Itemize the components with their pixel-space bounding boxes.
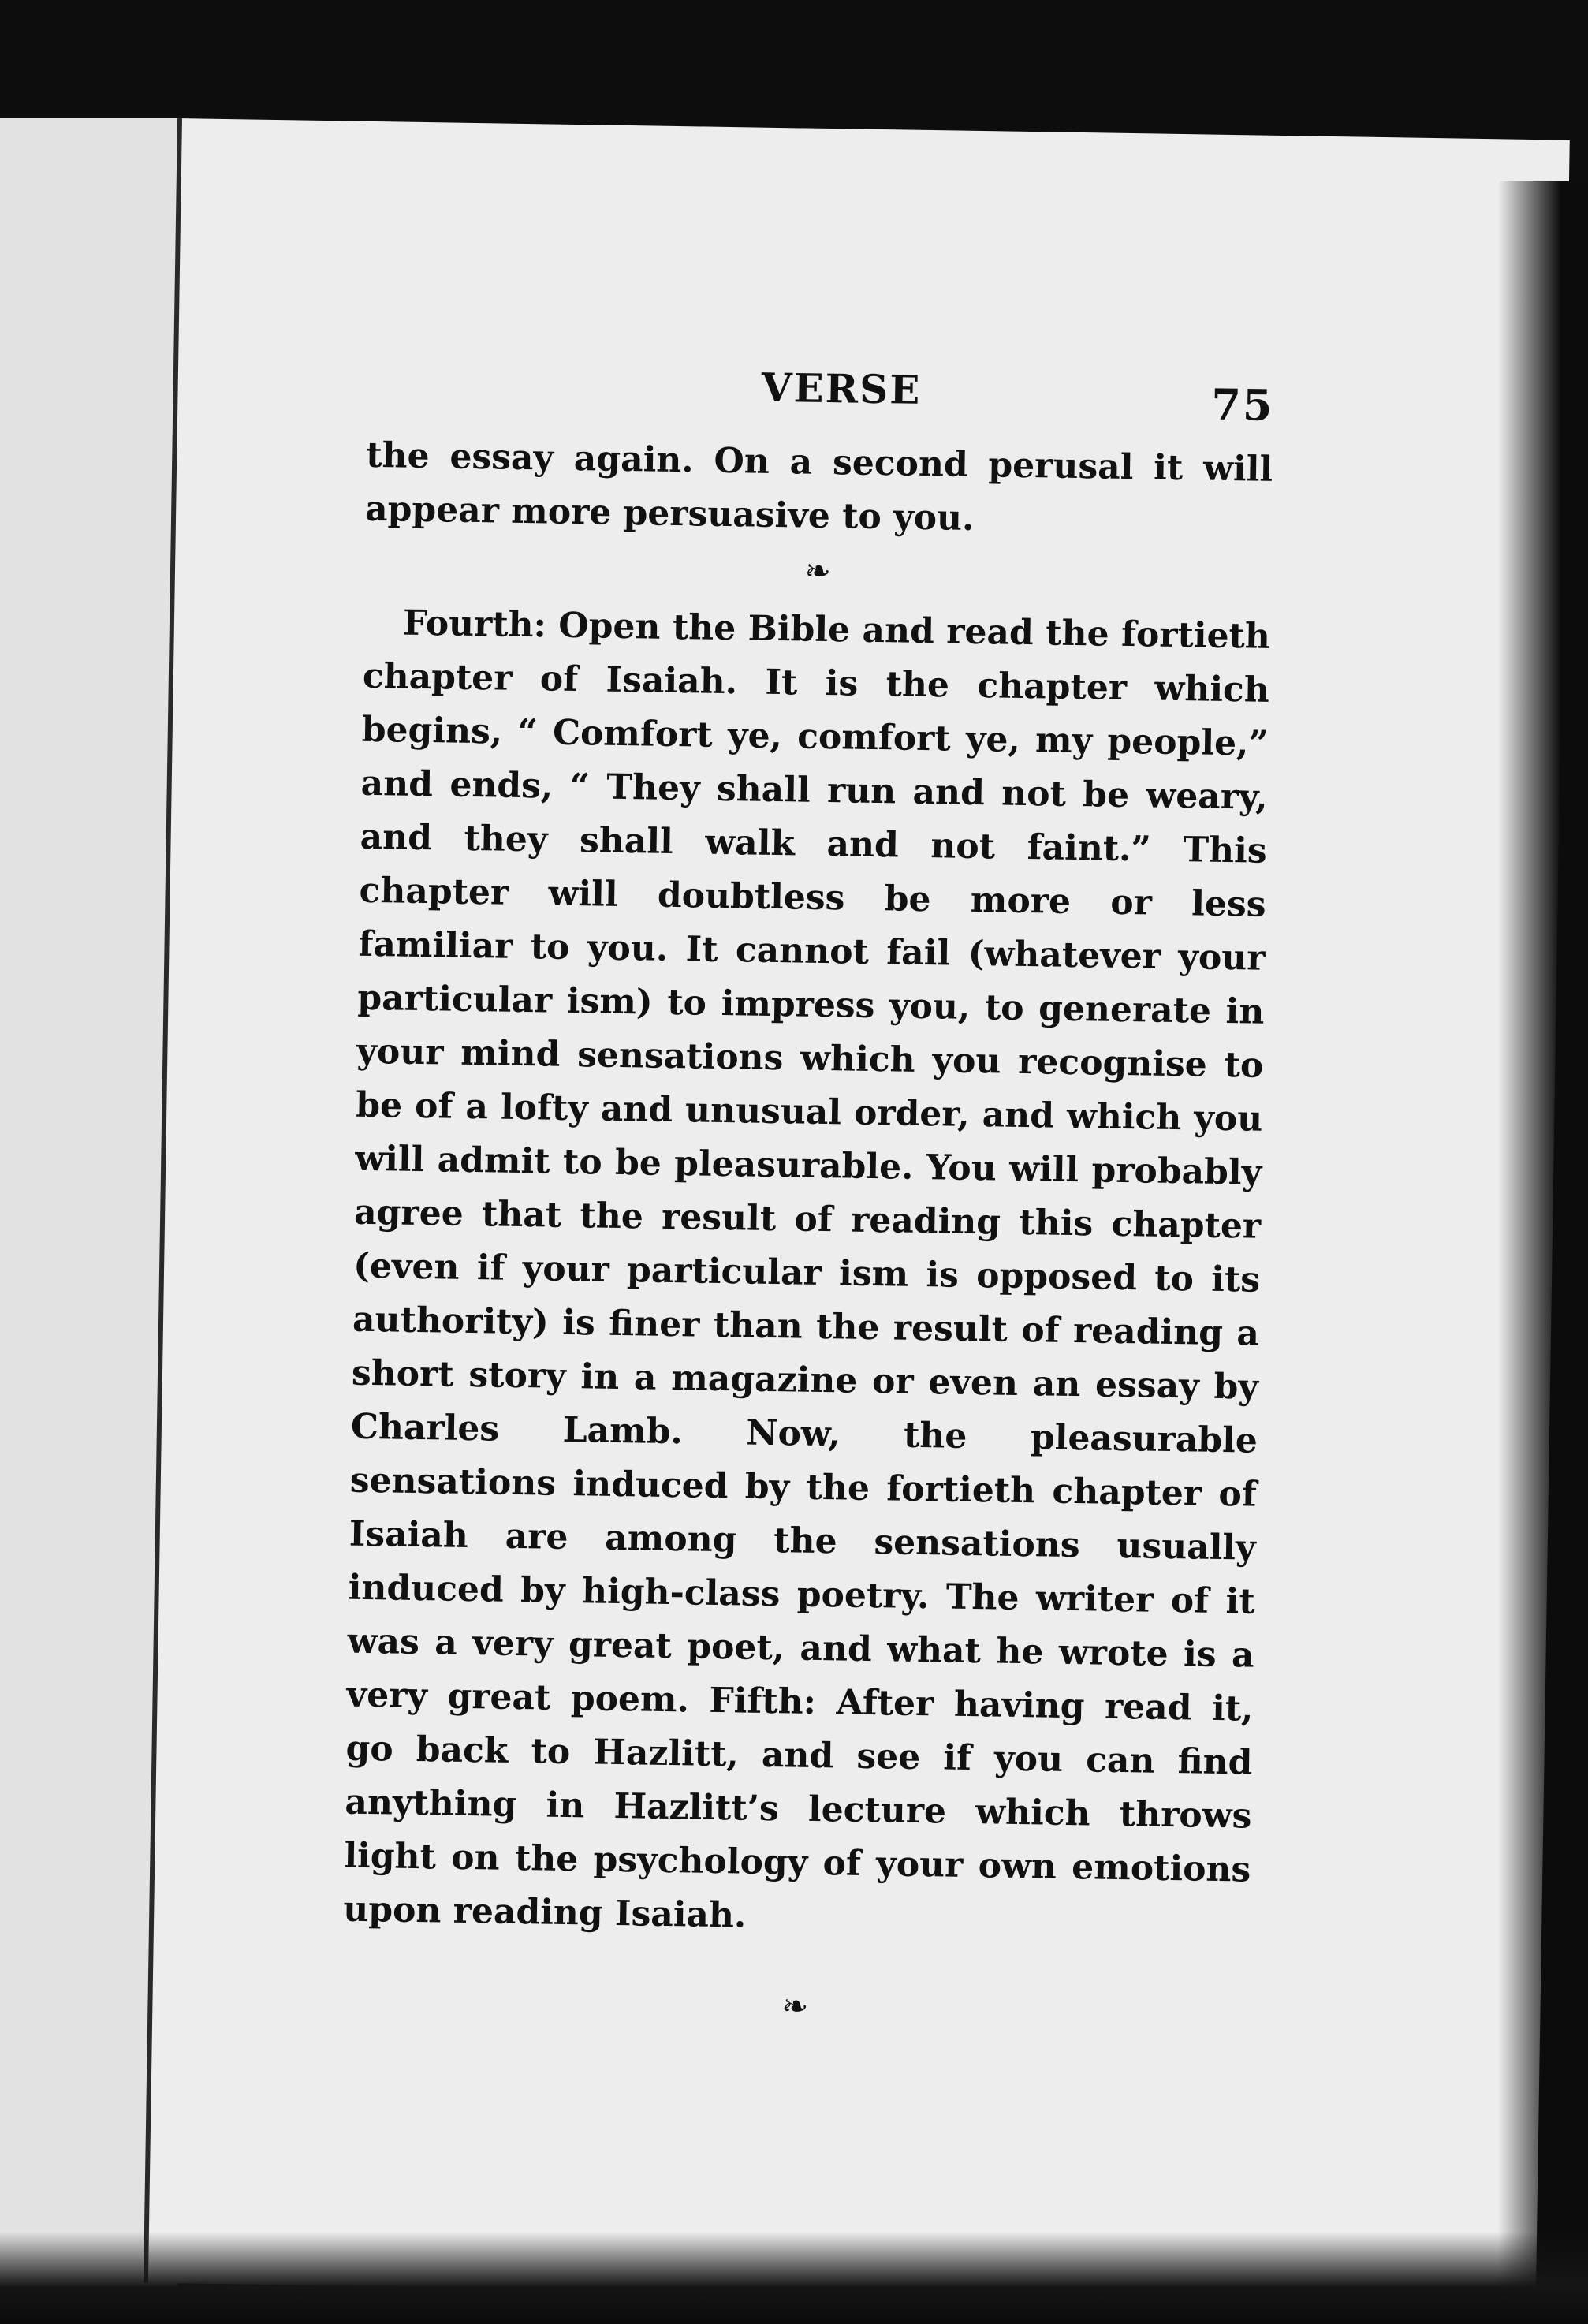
paragraph-main: Fourth: Open the Bible and read the fortieth chapter of Isaiah. It is the chapter which begins, “ Comfort ye, comfort ye, my people,” and ends, “ They shall run and not be weary, and they shall walk and not faint.” This chapter will doubtless be more or less familiar to you. It cannot fail (whatever your particular ism) to impress you, to generate in your mind sensations which you recognise to be of a lofty and unusual order, and which you will admit to be pleasurable. You will probably agree that the result of reading this chapter (even if your particular ism is opposed to its authority) is finer than the result of reading a short story in a magazine or even an essay by Charles Lamb. Now, the pleasurable sensations induced by the fortieth chapter of Isaiah are among the sensations usually induced by high-class poetry. The writer of it was a very great poet, and what he wrote is a very great poem. Fifth: After having read it, go back to Hazlitt, and see if you can find anything in Hazlitt’s lecture which throws light on the psychology of your own emotions upon reading Isaiah. bbox=[342, 602, 1271, 1936]
scan-bottom-shadow bbox=[0, 2232, 1588, 2324]
printers-ornament-icon: ❧ bbox=[781, 1988, 809, 2025]
page-text-block bbox=[341, 358, 1274, 2046]
running-head bbox=[367, 358, 1274, 443]
printers-ornament-icon: ❧ bbox=[803, 553, 832, 591]
book-page bbox=[144, 118, 1570, 2304]
page-number: 75 bbox=[1210, 379, 1274, 431]
running-title: VERSE bbox=[761, 364, 922, 413]
scan-right-shadow bbox=[1498, 181, 1588, 2324]
paragraph-continued: the essay again. On a second perusal it will appear more persuasive to you. bbox=[364, 435, 1273, 539]
